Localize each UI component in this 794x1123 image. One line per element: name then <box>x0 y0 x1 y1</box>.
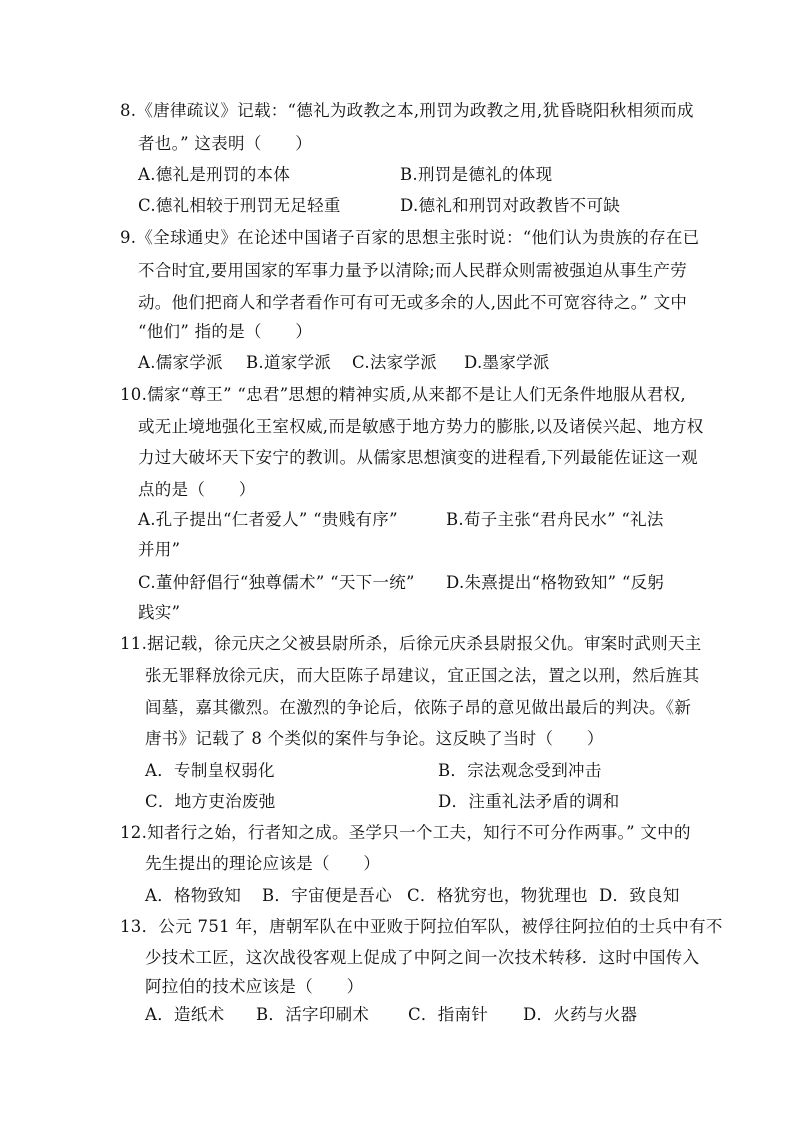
option-a[interactable]: A．造纸术 <box>145 1005 225 1024</box>
question-stem-line: 12.知者行之始，行者知之成。圣学只一个工夫，知行不可分作两事。” 文中的 <box>120 823 691 842</box>
question-stem-line: 10.儒家“尊王” “忠君”思想的精神实质,从来都不是让人们无条件地服从君权, <box>120 385 686 404</box>
question-stem-line: 13．公元 751 年，唐朝军队在中亚败于阿拉伯军队，被俘往阿拉伯的士兵中有不 <box>120 917 723 936</box>
question-stem-line: 或无止境地强化王室权威,而是敏感于地方势力的膨胀,以及诸侯兴起、地方权 <box>138 417 704 436</box>
option-d[interactable]: D．注重礼法矛盾的调和 <box>438 792 620 811</box>
option-d-continued[interactable]: 践实” <box>138 603 181 622</box>
option-d[interactable]: D.德礼和刑罚对政教皆不可缺 <box>400 196 621 215</box>
question-stem-line: 动。他们把商人和学者看作可有可无或多余的人,因此不可宽容待之。” 文中 <box>138 293 688 312</box>
option-d[interactable]: D.朱熹提出“格物致知” “反躬 <box>446 573 665 592</box>
option-a[interactable]: A.儒家学派 <box>138 353 223 372</box>
question-stem-line: 点的是（ ） <box>138 480 256 499</box>
question-stem-line: “他们” 指的是（ ） <box>138 322 313 341</box>
question-stem-line: 者也。” 这表明（ ） <box>138 134 313 153</box>
option-c[interactable]: C．指南针 <box>408 1005 489 1024</box>
question-stem-line: 不合时宜,要用国家的军事力量予以清除;而人民群众则需被强迫从事生产劳 <box>138 261 688 280</box>
question-stem-line: 唐书》记载了 8 个类似的案件与争论。这反映了当时（ ） <box>145 729 604 748</box>
question-stem-line: 力过大破坏天下安宁的教训。从儒家思想演变的进程看,下列最能佐证这一观 <box>138 448 698 467</box>
option-a[interactable]: A.孔子提出“仁者爱人” “贵贱有序” <box>138 510 398 529</box>
option-c[interactable]: C．格犹穷也，物犹理也 <box>407 886 588 905</box>
question-stem-line: 9.《全球通史》在论述中国诸子百家的思想主张时说：“他们认为贵族的存在已 <box>120 228 700 247</box>
option-b[interactable]: B．宗法观念受到冲击 <box>438 761 602 780</box>
option-d[interactable]: D．火药与火器 <box>523 1005 638 1024</box>
question-stem-line: 少技术工匠，这次战役客观上促成了中阿之间一次技术转移．这时中国传入 <box>145 948 700 967</box>
option-a[interactable]: A．专制皇权弱化 <box>145 761 275 780</box>
option-c[interactable]: C.法家学派 <box>352 353 438 372</box>
question-stem-line: 11.据记载，徐元庆之父被县尉所杀，后徐元庆杀县尉报父仇。审案时武则天主 <box>120 634 702 653</box>
option-d[interactable]: D．致良知 <box>599 886 680 905</box>
option-b[interactable]: B.道家学派 <box>246 353 332 372</box>
option-c[interactable]: C.董仲舒倡行“独尊儒术” “天下一统” <box>138 573 415 592</box>
question-stem-line: 8.《唐律疏议》记载：“德礼为政教之本,刑罚为政教之用,犹昏晓阳秋相须而成 <box>120 101 694 120</box>
option-b-continued[interactable]: 并用” <box>138 540 181 559</box>
option-b[interactable]: B.荀子主张“君舟民水” “礼法 <box>446 510 664 529</box>
question-stem-line: 先生提出的理论应该是（ ） <box>145 854 381 873</box>
option-c[interactable]: C．地方吏治废弛 <box>145 792 276 811</box>
option-a[interactable]: A.德礼是刑罚的本体 <box>138 165 291 184</box>
option-b[interactable]: B．宇宙便是吾心 <box>262 886 393 905</box>
question-stem-line: 张无罪释放徐元庆，而大臣陈子昂建议，宜正国之法，置之以刑，然后旌其 <box>145 666 700 685</box>
option-c[interactable]: C.德礼相较于刑罚无足轻重 <box>138 196 341 215</box>
question-stem-line: 阿拉伯的技术应该是（ ） <box>145 977 364 996</box>
option-d[interactable]: D.墨家学派 <box>464 353 550 372</box>
option-a[interactable]: A．格物致知 <box>145 886 242 905</box>
option-b[interactable]: B．活字印刷术 <box>256 1005 370 1024</box>
question-stem-line: 闾墓，嘉其徽烈。在激烈的争论后，依陈子昂的意见做出最后的判决。《新 <box>145 698 692 717</box>
option-b[interactable]: B.刑罚是德礼的体现 <box>400 165 553 184</box>
